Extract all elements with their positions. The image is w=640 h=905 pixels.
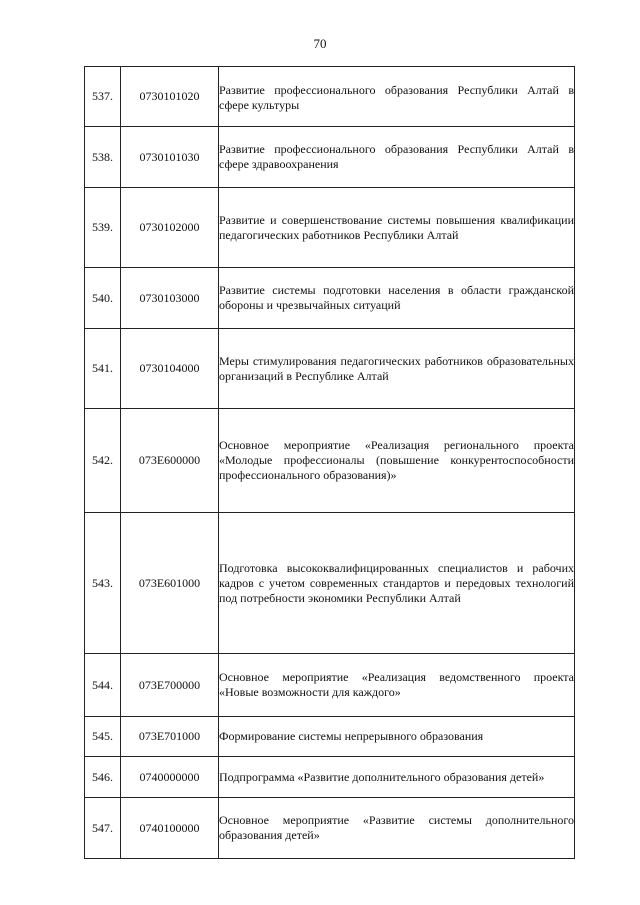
page-number: 70 xyxy=(313,36,327,51)
target-code: 0740000000 xyxy=(121,757,219,798)
target-code: 073E601000 xyxy=(121,513,219,654)
row-description: Развитие и совершенствование системы повышения квалификации педагогических работников Республики Алтай xyxy=(219,188,575,268)
target-code: 073E600000 xyxy=(121,409,219,513)
table-row xyxy=(85,67,575,127)
row-description: Основное мероприятие «Развитие системы дополнительного образования детей» xyxy=(219,798,575,859)
table-row xyxy=(85,654,575,717)
table-row xyxy=(85,268,575,329)
row-description: Меры стимулирования педагогических работников образовательных организаций в Республике Алтай xyxy=(219,329,575,409)
row-number: 537. xyxy=(85,67,121,127)
row-number: 545. xyxy=(85,717,121,757)
row-description: Основное мероприятие «Реализация регионального проекта «Молодые профессионалы (повышение конкурентоспособности профессионального образования)» xyxy=(219,409,575,513)
target-code: 0730101030 xyxy=(121,127,219,188)
table-row xyxy=(85,127,575,188)
table-row xyxy=(85,329,575,409)
row-number: 544. xyxy=(85,654,121,717)
table-row xyxy=(85,409,575,513)
target-code: 0730101020 xyxy=(121,67,219,127)
row-description: Подпрограмма «Развитие дополнительного образования детей» xyxy=(219,757,575,798)
table-row xyxy=(85,513,575,654)
row-description: Подготовка высококвалифицированных специалистов и рабочих кадров с учетом современных стандартов и передовых технологий под потребности экономики Республики Алтай xyxy=(219,513,575,654)
row-description: Формирование системы непрерывного образования xyxy=(219,717,575,757)
row-description: Основное мероприятие «Реализация ведомственного проекта «Новые возможности для каждого» xyxy=(219,654,575,717)
row-number: 541. xyxy=(85,329,121,409)
row-number: 547. xyxy=(85,798,121,859)
row-description: Развитие профессионального образования Республики Алтай в сфере здравоохранения xyxy=(219,127,575,188)
row-description: Развитие профессионального образования Республики Алтай в сфере культуры xyxy=(219,67,575,127)
row-description: Развитие системы подготовки населения в области гражданской обороны и чрезвычайных ситуаций xyxy=(219,268,575,329)
row-number: 542. xyxy=(85,409,121,513)
target-code: 0730104000 xyxy=(121,329,219,409)
target-code: 073E701000 xyxy=(121,717,219,757)
target-code: 0730102000 xyxy=(121,188,219,268)
table-row xyxy=(85,717,575,757)
table-row xyxy=(85,188,575,268)
target-code: 073E700000 xyxy=(121,654,219,717)
row-number: 546. xyxy=(85,757,121,798)
target-code: 0730103000 xyxy=(121,268,219,329)
row-number: 543. xyxy=(85,513,121,654)
budget-classification-table xyxy=(84,66,575,859)
table-row xyxy=(85,757,575,798)
row-number: 539. xyxy=(85,188,121,268)
target-code: 0740100000 xyxy=(121,798,219,859)
row-number: 540. xyxy=(85,268,121,329)
table-row xyxy=(85,798,575,859)
row-number: 538. xyxy=(85,127,121,188)
